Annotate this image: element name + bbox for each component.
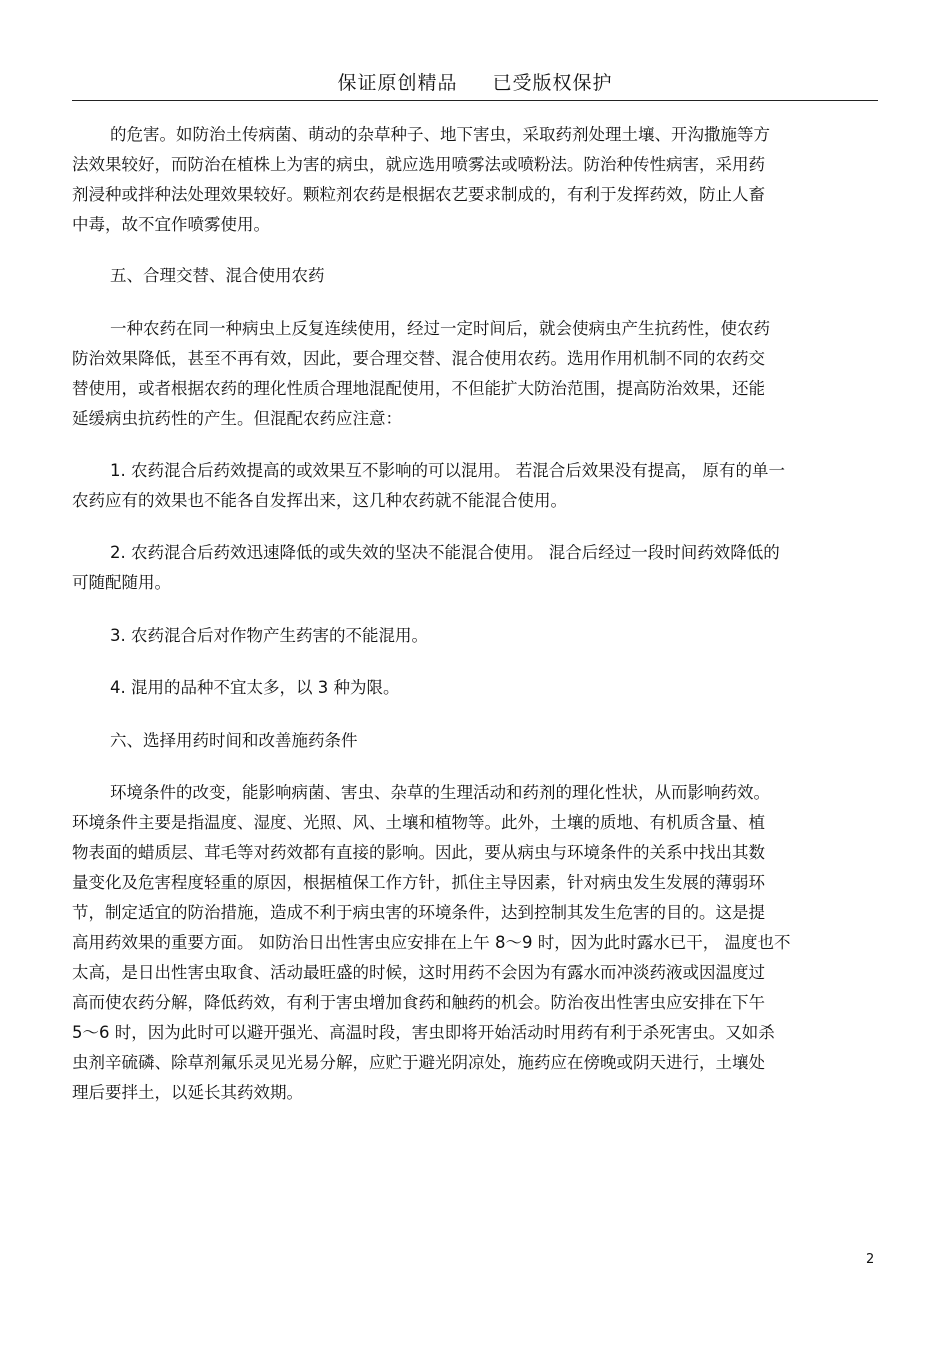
- text-line: 法效果较好，而防治在植株上为害的病虫，就应选用喷雾法或喷粉法。防治种传性病害，采用药: [72, 155, 765, 174]
- text-line: 量变化及危害程度轻重的原因，根据植保工作方针，抓住主导因素，针对病虫发生发展的薄弱环: [72, 873, 765, 892]
- text-line: 5～6 时，因为此时可以避开强光、高温时段，害虫即将开始活动时用药有利于杀死害虫。又如杀: [72, 1023, 775, 1042]
- text-line: 农药应有的效果也不能各自发挥出来，这几种农药就不能混合使用。: [72, 491, 567, 510]
- text-line: 环境条件的改变，能影响病菌、害虫、杂草的生理活动和药剂的理化性状，从而影响药效。: [110, 783, 770, 802]
- header-text-original: 保证原创精品: [337, 72, 458, 94]
- list-item: 1. 农药混合后药效提高的或效果互不影响的可以混用。 若混合后效果没有提高， 原有的单一: [110, 461, 785, 480]
- text-line: 延缓病虫抗药性的产生。但混配农药应注意：: [72, 409, 402, 428]
- text-line: 的危害。如防治土传病菌、萌动的杂草种子、地下害虫，采取药剂处理土壤、开沟撒施等方: [110, 125, 770, 144]
- text-line: 高而使农药分解，降低药效，有利于害虫增加食药和触药的机会。防治夜出性害虫应安排在下午: [72, 993, 765, 1012]
- text-line: 理后要拌土，以延长其药效期。: [72, 1083, 303, 1102]
- text-line: 太高，是日出性害虫取食、活动最旺盛的时候，这时用药不会因为有露水而冲淡药液或因温度过: [72, 963, 765, 982]
- header-text-copyright: 已受版权保护: [492, 72, 613, 94]
- header-divider: [72, 100, 878, 101]
- text-line: 高用药效果的重要方面。 如防治日出性害虫应安排在上午 8～9 时，因为此时露水已干， 温度也不: [72, 933, 791, 952]
- text-line: 可随配随用。: [72, 573, 171, 592]
- page-header: [0, 68, 950, 95]
- text-line: 环境条件主要是指温度、湿度、光照、风、土壤和植物等。此外，土壤的质地、有机质含量、植: [72, 813, 765, 832]
- list-item: 4. 混用的品种不宜太多，以 3 种为限。: [110, 678, 400, 697]
- text-line: 防治效果降低，甚至不再有效，因此，要合理交替、混合使用农药。选用作用机制不同的农药交: [72, 349, 765, 368]
- section-heading: 六、选择用药时间和改善施药条件: [110, 731, 358, 750]
- text-line: 物表面的蜡质层、茸毛等对药效都有直接的影响。因此，要从病虫与环境条件的关系中找出其数: [72, 843, 765, 862]
- text-line: 剂浸种或拌种法处理效果较好。颗粒剂农药是根据农艺要求制成的，有利于发挥药效，防止人畜: [72, 185, 765, 204]
- page-number: 2: [866, 1252, 875, 1267]
- text-line: 节，制定适宜的防治措施，造成不利于病虫害的环境条件，达到控制其发生危害的目的。这是提: [72, 903, 765, 922]
- text-line: 中毒，故不宜作喷雾使用。: [72, 215, 270, 234]
- list-item: 2. 农药混合后药效迅速降低的或失效的坚决不能混合使用。 混合后经过一段时间药效降低的: [110, 543, 780, 562]
- section-heading: 五、合理交替、混合使用农药: [110, 266, 325, 285]
- text-line: 虫剂辛硫磷、除草剂氟乐灵见光易分解，应贮于避光阴凉处，施药应在傍晚或阴天进行，土壤处: [72, 1053, 765, 1072]
- text-line: 替使用，或者根据农药的理化性质合理地混配使用，不但能扩大防治范围，提高防治效果，还能: [72, 379, 765, 398]
- text-line: 一种农药在同一种病虫上反复连续使用，经过一定时间后，就会使病虫产生抗药性，使农药: [110, 319, 770, 338]
- list-item: 3. 农药混合后对作物产生药害的不能混用。: [110, 626, 428, 645]
